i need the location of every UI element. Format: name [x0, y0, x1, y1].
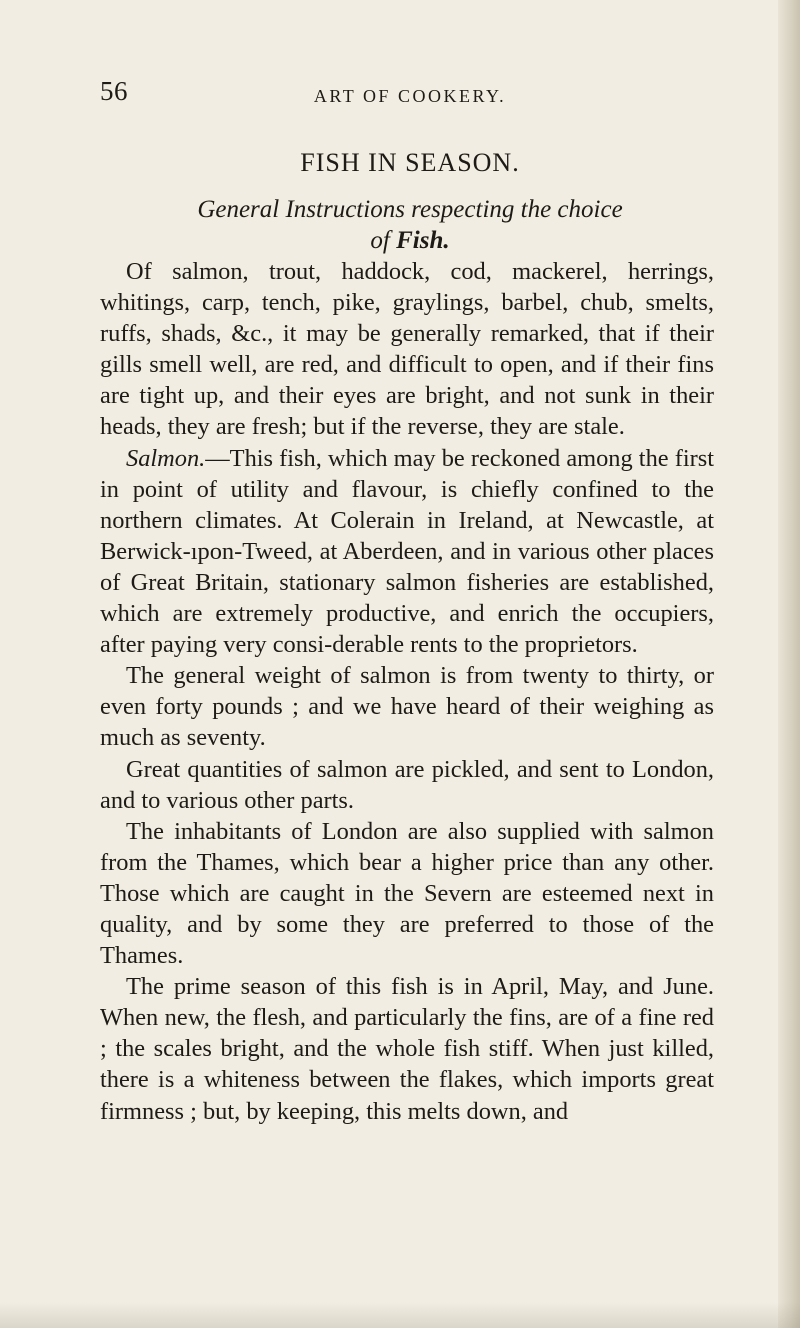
section-subtitle	[100, 194, 720, 256]
running-head: ART OF COOKERY.	[313, 86, 507, 106]
paragraph-text: The general weight of salmon is from twenty to thirty, or even forty pounds ; and we have heard of their weighing as much as seventy.	[100, 662, 714, 752]
body-text	[100, 256, 714, 1127]
paragraph	[100, 816, 714, 971]
paragraph-lead: Salmon.	[126, 444, 206, 472]
paragraph-text: —This fish, which may be reckoned among the first in point of utility and flavour, is chiefly confined to the northern climates. At Colerain in Ireland, at Newcastle, at Berwick-ıpon-Tweed, at Aberdeen, and in various other places of Great Britain, stationary salmon fisheries are established, which are extremely productive, and enrich the occupiers, after paying very consi-derable rents to the proprietors.	[100, 444, 714, 659]
page-edge	[778, 0, 800, 1328]
page-number: 56	[100, 76, 128, 106]
page-header	[100, 76, 720, 112]
paragraph-text: Of salmon, trout, haddock, cod, mackerel, herrings, whitings, carp, tench, pike, graylings, barbel, chub, smelts, ruffs, shads, &c., it may be generally remarked, that if their gills smell well, are red, and difficult to open, and if their fins are tight up, and their eyes are bright, and not sunk in their heads, they are fresh; but if the reverse, they are stale.	[100, 258, 714, 441]
paragraph-text: The inhabitants of London are also supplied with salmon from the Thames, which bear a higher price than any other. Those which are caught in the Severn are esteemed next in quality, and by some they are preferred to those of the Thames.	[100, 817, 714, 970]
subtitle-line-1: General Instructions respecting the choice	[197, 196, 623, 223]
subtitle-of: of	[370, 227, 390, 254]
page-bottom-shadow	[0, 1302, 800, 1328]
paragraph	[100, 754, 714, 816]
paragraph	[100, 660, 714, 753]
subtitle-fish: Fish.	[396, 227, 450, 254]
subtitle-line-2	[100, 225, 720, 256]
paragraph	[100, 443, 714, 661]
paragraph-text: Great quantities of salmon are pickled, and sent to London, and to various other parts.	[100, 755, 714, 814]
paragraph	[100, 971, 714, 1126]
paragraph-text: The prime season of this fish is in April, May, and June. When new, the flesh, and particularly the fins, are of a fine red ; the scales bright, and the whole fish stiff. When just killed, there is a whiteness between the flakes, which imports great firmness ; but, by keeping, this melts down, and	[100, 973, 714, 1125]
section-title: FISH IN SEASON.	[300, 148, 520, 177]
paragraph	[100, 256, 714, 443]
